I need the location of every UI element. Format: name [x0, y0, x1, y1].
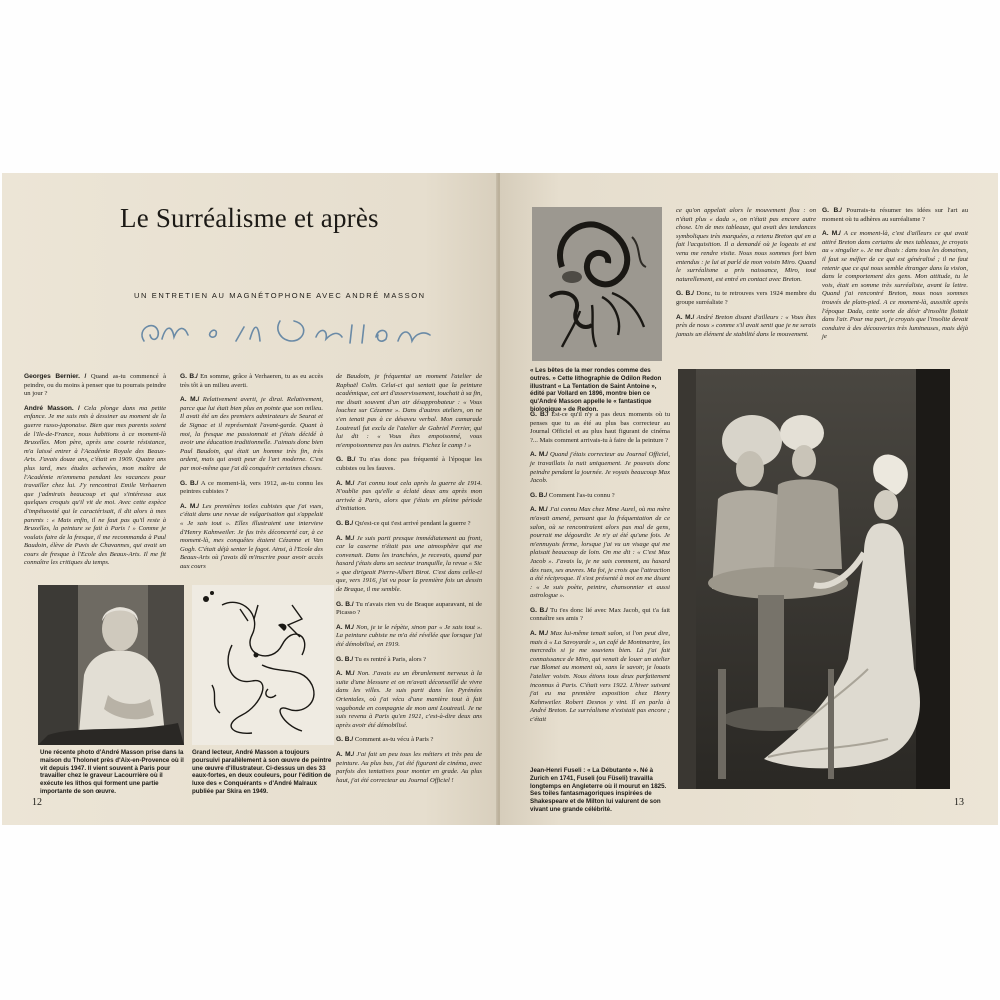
- dialogue-entry: A. M./ Max lui-même tenait salon, si l'on peut dire, mais à « La Savoyarde », un café de Montmartre, les mercredis si je me souviens bien. Là j'ai fait connaissance de Miro, qui venait de louer un atelier rue Blomet au moment où, sans le savoir, je louais l'atelier voisin. Nous étions tous deux parfaitement inconnus à Paris. C'était vers 1922. L'hiver suivant j'ai eu ma première exposition chez Henry Kahnweiler. Robert Desnos y vint. Il en parla à André Breton. Le surréalisme n'existait pas encore ; c'était: [530, 630, 670, 723]
- right-column-b: [822, 207, 968, 367]
- magazine-spread: [2, 173, 998, 825]
- article-subtitle: UN ENTRETIEN AU MAGNÉTOPHONE AVEC ANDRÉ MASSON: [134, 291, 426, 300]
- dialogue-entry: G. B./ Pourrais-tu résumer tes idées sur l'art au moment où tu adhères au surréalisme ?: [822, 207, 968, 223]
- right-column-a: [676, 207, 816, 367]
- redon-lithograph: [532, 207, 662, 361]
- dialogue-entry: A. M./ Les premières toiles cubistes que j'ai vues, c'était dans une revue de vulgarisation qui s'appelait « Je sais tout ». Elles illustraient une interview d'Henry Kahnweiler. Je fus très déconcerté car, à ce moment-là, mes conquêtes étaient Cézanne et Van Gogh. C'était déjà senter le fagot. Ainsi, à l'Ecole des Beaux-Arts où j'avais dû m'inscrire pour avoir accès aux cours: [180, 502, 323, 570]
- dialogue-entry: G. B./ A ce moment-là, vers 1912, as-tu connu les peintres cubistes ?: [180, 479, 323, 496]
- dialogue-entry: A. M./ Quand j'étais correcteur au Journal Officiel, je travaillais la nuit uniquement. Je pouvais donc peindre pendant la journée. Je voyais beaucoup Max Jacob.: [530, 451, 670, 485]
- left-column-2: [180, 373, 323, 583]
- masson-photo: [38, 585, 184, 745]
- masson-illustration: [192, 585, 334, 745]
- dialogue-entry: A. M./ André Breton disant d'ailleurs : « Vous êtes près de nous » comme s'il avait senti que je ne serais jamais un élément de stabilité dans le mouvement.: [676, 313, 816, 338]
- article-title: Le Surréalisme et après: [120, 203, 379, 233]
- page-number-left: 12: [32, 797, 42, 808]
- andre-masson-signature: [132, 311, 442, 351]
- dialogue-entry: G. B./ Comment as-tu vécu à Paris ?: [336, 736, 434, 744]
- redon-caption: « Les bêtes de la mer rondes comme des outres. » Cette lithographie de Odilon Redon illustrant « La Tentation de Saint Antoine », édité par Vollard en 1896, montre bien ce qu'André Masson appelle le « fantastique biologique » de Redon.: [530, 367, 662, 413]
- dialogue-entry: A. M./ Non. J'avais eu un ébranlement nerveux à la suite d'une blessure et on m'avait déconseillé de vivre dans les villes. Je suis parti dans les Pyrénées Orientales, où j'ai vécu d'une manière tout à fait vagabonde en compagnie de mon ami Loutreuil. Je ne suis revenu à Paris qu'en 1921, c'est-à-dire deux ans après avoir été démobilisé.: [336, 670, 482, 729]
- fuseli-caption: Jean-Henri Fuseli : « La Débutante ». Né à Zurich en 1741, Fuseli (ou Füseli) travailla longtemps en Angleterre où il mourut en 1825. Ses toiles fantasmagoriques inspirées de Shakespeare et de Milton lui valurent de son vivant une grande célébrité.: [530, 767, 667, 813]
- dialogue-entry: A. M./ Relativement averti, je dirai. Relativement, parce que lui était bien plus en pointe que son milieu. Il avait été un des premiers admirateurs de Seurat et de Signac et il représentait l'avant-garde. Quant à moi, la fresque me passionnait et j'étais décidé à avoir une éducation traditionnelle. J'aimais donc bien Paul Baudoin, qui était un homme très fin, très ardent, mais qui avait peur de l'art moderne. C'est par moi-même que j'ai dû conquérir certaines choses.: [180, 396, 323, 472]
- dialogue-entry: G. B./ Donc, tu te retrouves vers 1924 membre du groupe surréaliste ?: [676, 290, 817, 306]
- fuseli-painting: [678, 369, 950, 789]
- dialogue-entry: G. B./ Tu es rentré à Paris, alors ?: [336, 655, 427, 663]
- left-page: [2, 173, 498, 825]
- dialogue-entry: G. B./ Est-ce qu'il n'y a pas deux moments où tu penses que tu as été au plus bas correcteur au Journal Officiel et au plus haut figurant de cinéma ?... Mais comment arrivais-tu à faire de la peinture ?: [530, 411, 670, 444]
- dialogue-entry: ce qu'on appelait alors le mouvement flou : on n'était plus « dada », on n'était pas encore autre chose. Un de mes tableaux, qui avait des tendances symboliques très marquées, a retenu Breton qui en a fait l'acquisition. Il a demandé où je logeais et est venu me rendre visite. Nous nous sommes fort bien entendus : je lui ai parlé de mon voisin Miro. Quand le surréalisme a pris naissance, Miro, tout naturellement, est entré en contact avec Breton.: [676, 207, 816, 283]
- fuseli-la-debutante-image: [678, 369, 950, 789]
- dialogue-entry: Georges Bernier. / Quand as-tu commencé à peindre, ou du moins à penser que tu pourrais peindre un jour ?: [24, 373, 166, 398]
- page-number-right: 13: [954, 797, 964, 808]
- illustration-caption: Grand lecteur, André Masson a toujours poursuivi parallèlement à son œuvre de peintre une œuvre d'illustrateur. Ci-dessus un des 33 eaux-fortes, en deux couleurs, pour l'édition de luxe des « Conquérants » d'André Malraux publiée par Skira en 1949.: [192, 749, 332, 795]
- dialogue-entry: A. M./ Je suis parti presque immédiatement au front, car la caserne n'était pas une atmosphère qui me convenait. Dans les tranchées, je recevais, quand par hasard j'étais dans un secteur tranquille, la revue « Sic » que dirigeait Pierre-Albert Birot. C'est dans celle-ci que, vers 1916, j'ai vu pour la première fois un dessin de Braque, il me semble.: [336, 534, 482, 594]
- left-column-3: [336, 373, 482, 793]
- conquerants-etching-image: [192, 585, 334, 745]
- right-column-c: [530, 411, 670, 761]
- dialogue-entry: A. M./ J'ai fait un peu tous les métiers et très peu de peinture. Au plus bas, j'ai été figurant de cinéma, avec parfois des tentatives pour monter en grade. Au plus haut, j'ai été correcteur au Journal Officiel !: [336, 750, 482, 784]
- redon-lithograph-image: [532, 207, 662, 361]
- dialogue-entry: André Masson. / Cela plonge dans ma petite enfance. Je me suis mis à dessiner au moment de la guerre russo-japonaise. Bien que mes parents soient de l'Ile-de-France, nous habitions à ce moment-là Bruxelles. Mon père, après une courte résistance, m'a laissé entrer à l'Académie Royale des Beaux-Arts. J'avais douze ans, c'était en 1909. Quatre ans plus tard, mes études achevées, mon maître de l'Académie m'emmena pendant les vacances pour travailler chez lui. J'y rencontrai Emile Verhaeren que j'admirais beaucoup et qui s'intéressa aux quelques croquis qu'il vit de moi. Avec cette espèce d'impétuosité qui le caractérisait, il dit alors à mes parents : « Mais enfin, il ne faut pas qu'il reste à Bruxelles, la peinture se fait à Paris ! » Comme je voulais faire de la fresque, il me recommanda à Paul Baudoin, élève de Puvis de Chavannes, qui avait un cours de fresque à l'Ecole des Beaux-Arts. Il me fit connaître les critiques du temps.: [24, 404, 166, 567]
- masson-photo-image: [38, 585, 184, 745]
- left-column-1: [24, 373, 166, 621]
- dialogue-entry: A. M./ A ce moment-là, c'est d'ailleurs ce qui avait attiré Breton dans certains de mes tableaux, je croyais au « singulier ». Je me disais : dans tous les domaines, il faut se méfier de ce qui est généralisé ; il ne faut retenir que ce qui nous semble étranger dans la vision, dans le comportement des gens. Mon attitude, tu le vois, était en somme très surréaliste, avant la lettre. Quand j'ai rencontré Breton, nous nous sommes trouvés de plain-pied. A ce moment-là, aussitôt après l'époque Dada, cette sorte de désir d'insolite flottait dans l'air. Pour ma part, je croyais que l'insolite devait conduire à des découvertes très lumineuses, mais déjà je: [822, 230, 968, 341]
- dialogue-entry: A. M./ J'ai connu tout cela après la guerre de 1914. N'oublie pas qu'elle a éclaté deux ans après mon arrivée à Paris, alors que j'étais en pleine période d'initiation.: [336, 479, 483, 513]
- dialogue-entry: G. B./ En somme, grâce à Verhaeren, tu as eu accès très tôt à un milieu averti.: [180, 373, 324, 389]
- dialogue-entry: G. B./ Tu n'avais rien vu de Braque auparavant, ni de Picasso ?: [336, 600, 483, 617]
- dialogue-entry: de Baudoin, je fréquentai un moment l'atelier de Raphaël Colin. Celui-ci qui sentait que la peinture académique, cet art d'asservissement, touchait à sa fin, me disait souvent d'un air désapprobateur : « Vous louchez sur Cézanne ». Dans d'autres ateliers, on ne s'en tenait pas à ce désaveu verbal. Mon camarade Loutreuil fut exclu de l'atelier de Gabriel Ferrier, qui lui dit : « Vous êtes empoisonné, vous m'empoisonnerez pas les autres. Fichez le camp ! »: [336, 373, 482, 449]
- dialogue-entry: A. M./ Non, je te le répète, sinon par « Je sais tout ». La peinture cubiste ne m'a été révélée que lorsque j'ai été démobilisé, en 1919.: [336, 623, 482, 649]
- dialogue-entry: G. B./ Tu t'es donc lié avec Max Jacob, qui t'a fait connaître ses amis ?: [530, 606, 671, 623]
- right-page: [500, 173, 998, 825]
- dialogue-entry: G. B./ Comment l'as-tu connu ?: [530, 491, 615, 499]
- dialogue-entry: G. B./ Tu n'as donc pas fréquenté à l'époque les cubistes ou les fauves.: [336, 456, 482, 472]
- masson-photo-caption: Une récente photo d'André Masson prise dans la maison du Tholonet près d'Aix-en-Provence où il vit depuis 1947. Il vient souvent à Paris pour travailler chez le graveur Lacourrière où il exécute les lithos qui forment une partie importante de son œuvre.: [40, 749, 184, 795]
- dialogue-entry: G. B./ Qu'est-ce qui t'est arrivé pendant la guerre ?: [336, 519, 471, 527]
- dialogue-entry: A. M./ J'ai connu Max chez Mme Aurel, où ma mère m'avait amené, pensant que la fréquentation de ce salon, où se rencontraient alors pas mal de gens, pourrait me dégourdir. Je n'y ai été qu'une fois. Je m'ennuyais ferme, lorsque j'ai vu un visage qui me plaisait beaucoup de loin. On me dit : « C'est Max Jacob ». J'avais lu, je ne sais comment, au hasard des rues, ses œuvres. Ma foi, je crois que l'attraction a été réciproque. Il s'est présenté à moi en me disant : « Je suis poète, peintre, chansonnier et aussi astrologue ».: [530, 506, 671, 600]
